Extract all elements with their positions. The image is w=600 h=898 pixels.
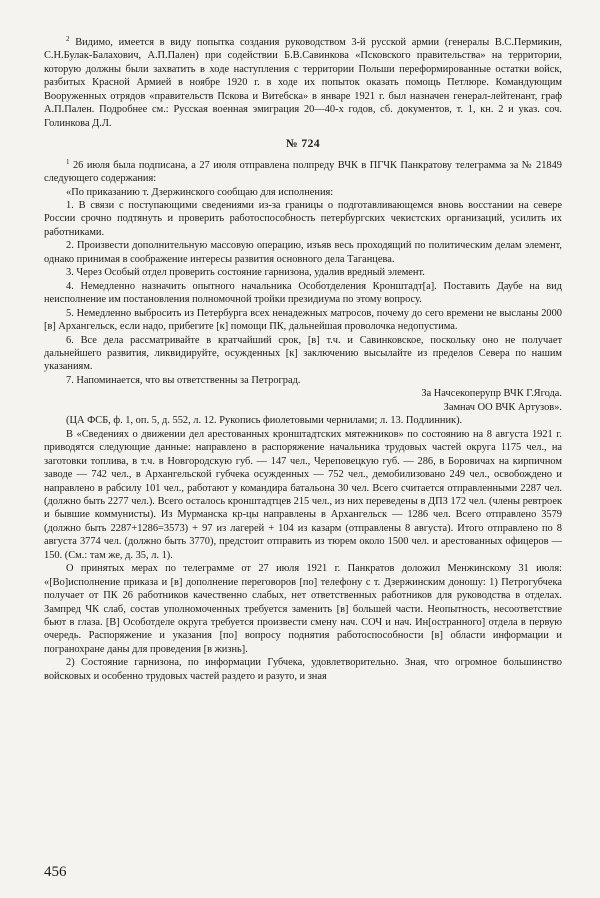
document-number: № 724 — [285, 138, 321, 151]
order-item-2: 2. Произвести дополнительную массовую операцию, изъяв весь проходящий по политическим делам элемент, однако принимая в соображение интересы развития основного дела Таганцева. — [44, 240, 562, 265]
order-item-6: 6. Все дела рассматривайте в кратчайший срок, [в] т.ч. и Савинковское, поскольку оно не получает дальнейшего развития, ликвидируйте, осужденных [к] заключению высылайте из пределов Севера по нашим указаниям. — [44, 334, 562, 373]
page-number: 456 — [44, 864, 67, 880]
footnote-2-text: Видимо, имеется в виду попытка создания руководством 3-й русской армии (генералы В.С.Пермикин, С.Н.Булак-Балахович, А.П.Пален) при содействии Б.В.Савинкова «Псковского правительства» на территории, которую должны были захватить в ходе наступления с территории Польши переформированные остатки войск, разбитых Красной Армией в ноябре 1920 г. в ходе их попыток оказать помощь Петлюре. Командующим Вооруженных отрядов «правительств Пскова и Витебска» в январе 1921 г. был назначен генерал-лейтенант, граф А.П.Пален. Подробнее см.: Русская военная эмиграция 20—40-х годов, сб. документов, т. 1, кн. 2 и указ. соч. Голинкова Д.Л. — [44, 37, 562, 129]
note-marker: 1 — [66, 157, 70, 166]
order-item-5: 5. Немедленно выбросить из Петербурга всех ненадежных матросов, почему до сего времени не высланы 2000 [в] Архангельск, если надо, прибегите [к] помощи ПК, дальнейшая проволочка недопустима. — [44, 307, 562, 333]
signature-yagoda: За Начсекоперупр ВЧК Г.Ягода. — [421, 388, 562, 400]
order-item-3: 3. Через Особый отдел проверить состояние гарнизона, удалив вредный элемент. — [66, 267, 425, 279]
quote-open: «По приказанию т. Дзержинского сообщаю для исполнения: — [66, 186, 334, 198]
page-body — [44, 36, 562, 683]
signature-artuzov: Замнач ОО ВЧК Артузов». — [443, 401, 562, 413]
archive-source: (ЦА ФСБ, ф. 1, оп. 5, д. 552, л. 12. Рукопись фиолетовыми чернилами; л. 13. Подлинник). — [66, 415, 463, 427]
paragraph-garrison: 2) Состояние гарнизона, по информации Губчека, удовлетворительно. Зная, что огромное большинство войсковых и особенно трудовых частей раздето и разуто, и зная — [44, 657, 562, 682]
footnote-marker: 2 — [66, 35, 70, 43]
note-1-intro-text: 26 июля была подписана, а 27 июля отправлена полпреду ВЧК в ПГЧК Панкратову телеграмма за № 21849 следующего содержания: — [44, 159, 562, 185]
order-item-1: 1. В связи с поступающими сведениями из-за границы о подготавливающемся вновь восстании на севере России срочно подтянуть и проверить работоспособность петербургских чекистских организаций, усилить их работниками. — [44, 199, 562, 238]
note-1-intro — [44, 159, 562, 186]
order-item-7: 7. Напоминается, что вы ответственны за Петроград. — [66, 374, 301, 386]
footnote-2 — [44, 36, 562, 130]
order-item-4: 4. Немедленно назначить опытного начальника Особотделения Кронштадт[а]. Поставить Даубе на вид неисполнение им постановления полномочной тройки президиума по этому вопросу. — [44, 280, 562, 306]
paragraph-report: О принятых мерах по телеграмме от 27 июля 1921 г. Панкратов доложил Менжинскому 31 июля: «[Во]исполнение приказа и [в] дополнение переговоров [по] телефону с т. Дзержинским доношу: 1) Петрогубчека получает от ПК 26 работников качественно слабых, нет ответственных работников для руководства в отделах. Зампред ЧК слаб, состав уполномоченных требуется заменить [в] большей части. Неопытность, несоответствие бьют в глаза. [В] Особотделе округа требуется произвести смену нач. СОЧ и нач. Ин[остранного] отдела в первую очередь. Распоряжение и указания [по] вопросу поднятия работоспособности [в] области информации и погранохране даны для проведения [в жизнь]. — [44, 563, 562, 655]
paragraph-summary: В «Сведениях о движении дел арестованных кронштадтских мятежников» по состоянию на 8 августа 1921 г. приводятся следующие данные: направлено в распоряжение начальника трудовых частей округа 1175 чел., на заготовки топлива, в т.ч. в Новгородскую губ. — 147 чел., Череповецкую губ. — 286, в Боровичах на кирпичном заводе — 742 чел., в Архангельской губчека осужденных — 752 чел., демобилизовано 249 чел., освобождено и направлено в рабсилу 101 чел., работают у командира батальона 30 чел. Всего считается отправленными 2287 чел. (должно быть 2277 чел.). Всего осталось кронштадтцев 215 чел., из них переведены в ДПЗ 172 чел. (члены ревтроек и бывшие коммунисты). Из Мурманска кр-цы направлены в Архангельск — 1286 чел. Всего отправлено 3579 (должно быть 2287+1286=3573) + 97 из лагерей + 104 из казарм (отправлены 8 августа). Итого отправлено по 8 августа 3774 чел. (должно быть 3770), предстоит отправить из тюрем около 1500 чел. и арестованных офицеров — 150. (См.: там же, д. 35, л. 1). — [44, 428, 562, 561]
